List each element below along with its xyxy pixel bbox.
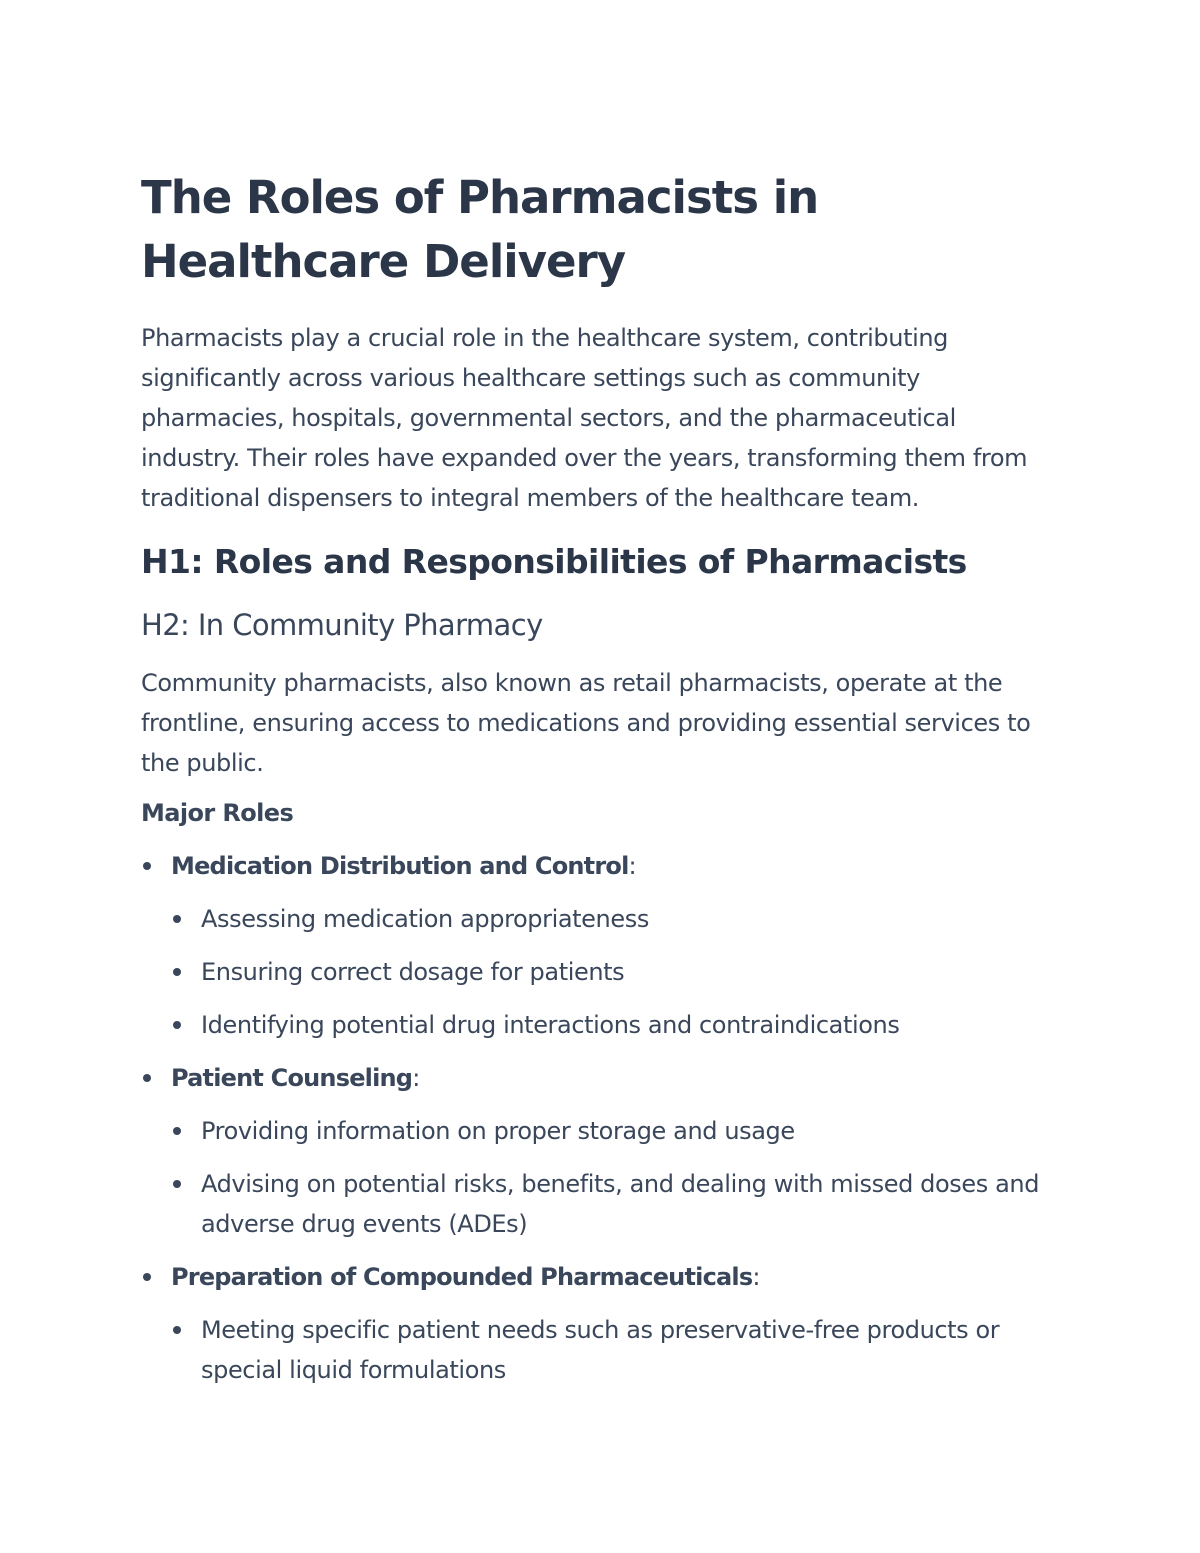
section-heading-h1: H1: Roles and Responsibilities of Pharmacists [141,542,967,581]
role-label-suffix: : [752,1263,760,1291]
role-label: Patient Counseling [171,1064,413,1092]
bullet-icon [143,1273,151,1281]
bullet-icon [143,1074,151,1082]
list-item-text: Assessing medication appropriateness [201,905,649,933]
list-item [171,1111,1061,1151]
community-paragraph: Community pharmacists, also known as retail pharmacists, operate at the frontline, ensuring access to medications and providing essential services to the public. [141,669,1031,777]
list-item [171,952,1061,992]
role-label: Medication Distribution and Control [171,852,629,880]
list-item-text: Ensuring correct dosage for patients [201,958,625,986]
role-item [141,1058,1061,1244]
list-item [171,1310,1061,1390]
role-subitems [171,899,1061,1045]
list-item [171,899,1061,939]
bullet-icon [173,1021,181,1029]
bullet-icon [173,915,181,923]
list-item-text: Identifying potential drug interactions and contraindications [201,1011,900,1039]
list-item-text: Providing information on proper storage and usage [201,1117,795,1145]
role-label: Preparation of Compounded Pharmaceuticals [171,1263,753,1291]
list-item-text: Meeting specific patient needs such as preservative-free products or special liquid formulations [201,1316,1000,1384]
section-heading-h2: H2: In Community Pharmacy [141,608,543,642]
role-subitems [171,1111,1061,1244]
list-item [171,1164,1061,1244]
bullet-icon [173,1326,181,1334]
document-title: The Roles of Pharmacists in Healthcare Delivery [141,171,819,288]
bullet-icon [173,968,181,976]
role-label-suffix: : [628,852,637,880]
role-item [141,846,1061,1045]
intro-paragraph: Pharmacists play a crucial role in the healthcare system, contributing significantly across various healthcare settings such as community pharmacies, hospitals, governmental sectors, and the pharmaceutical industry. Their roles have expanded over the years, transforming them from traditional dispensers to integral members of the healthcare team. [141,324,1028,512]
bullet-icon [173,1127,181,1135]
bullet-icon [143,862,151,870]
major-roles-heading: Major Roles [141,799,294,827]
list-item-text: Advising on potential risks, benefits, and dealing with missed doses and adverse drug events (ADEs) [201,1170,1040,1238]
list-item [171,1005,1061,1045]
document-page [141,166,1061,1390]
roles-list [141,846,1061,1390]
role-item [141,1257,1061,1390]
role-subitems [171,1310,1061,1390]
bullet-icon [173,1180,181,1188]
role-label-suffix: : [412,1064,420,1092]
